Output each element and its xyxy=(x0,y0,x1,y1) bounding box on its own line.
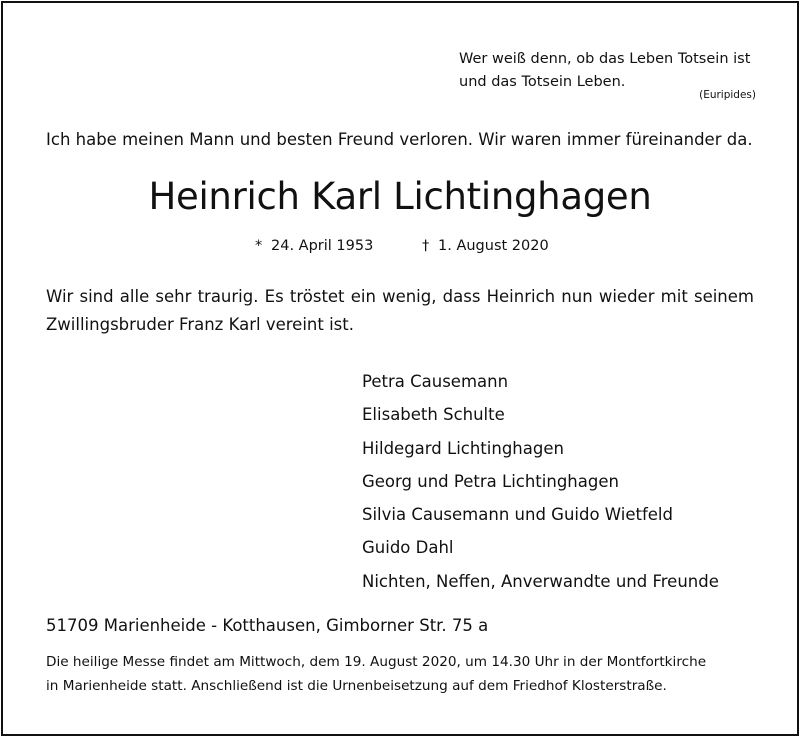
family-member: Georg und Petra Lichtinghagen xyxy=(362,471,619,491)
address: 51709 Marienheide - Kotthausen, Gimborner Str. 75 a xyxy=(46,616,489,635)
message-paragraph: Wir sind alle sehr traurig. Es tröstet ein wenig, dass Heinrich nun wieder mit seinem Zwillingsbruder Franz Karl vereint ist. xyxy=(46,287,754,334)
death-date: 1. August 2020 xyxy=(438,238,549,254)
death-cross-icon: † xyxy=(422,238,430,254)
epigraph-line-2: und das Totsein Leben. xyxy=(459,74,626,90)
family-member: Elisabeth Schulte xyxy=(362,405,505,425)
service-notice-line-1: Die heilige Messe findet am Mittwoch, dem 19. August 2020, um 14.30 Uhr in der Montfortkirche xyxy=(46,654,707,670)
family-member: Hildegard Lichtinghagen xyxy=(362,438,564,458)
family-member: Petra Causemann xyxy=(362,372,509,391)
deceased-name: Heinrich Karl Lichtinghagen xyxy=(148,175,652,218)
intro-text: Ich habe meinen Mann und besten Freund verloren. Wir waren immer füreinander da. xyxy=(46,130,753,149)
family-member: Silvia Causemann und Guido Wietfeld xyxy=(362,505,673,525)
birth-date: 24. April 1953 xyxy=(271,238,374,254)
birth-star-icon: * xyxy=(255,238,263,254)
birth-date-group xyxy=(255,236,373,256)
epigraph-line-1: Wer weiß denn, ob das Leben Totsein ist xyxy=(459,51,751,67)
family-member: Nichten, Neffen, Anverwandte und Freunde xyxy=(362,571,719,591)
family-member: Guido Dahl xyxy=(362,538,454,558)
epigraph xyxy=(459,48,759,94)
epigraph-author: (Euripides) xyxy=(699,89,756,101)
death-date-group xyxy=(422,236,549,256)
service-notice xyxy=(46,651,758,698)
family-list xyxy=(362,365,719,598)
service-notice-line-2: in Marienheide statt. Anschließend ist die Urnenbeisetzung auf dem Friedhof Klosterstraße. xyxy=(46,677,667,694)
